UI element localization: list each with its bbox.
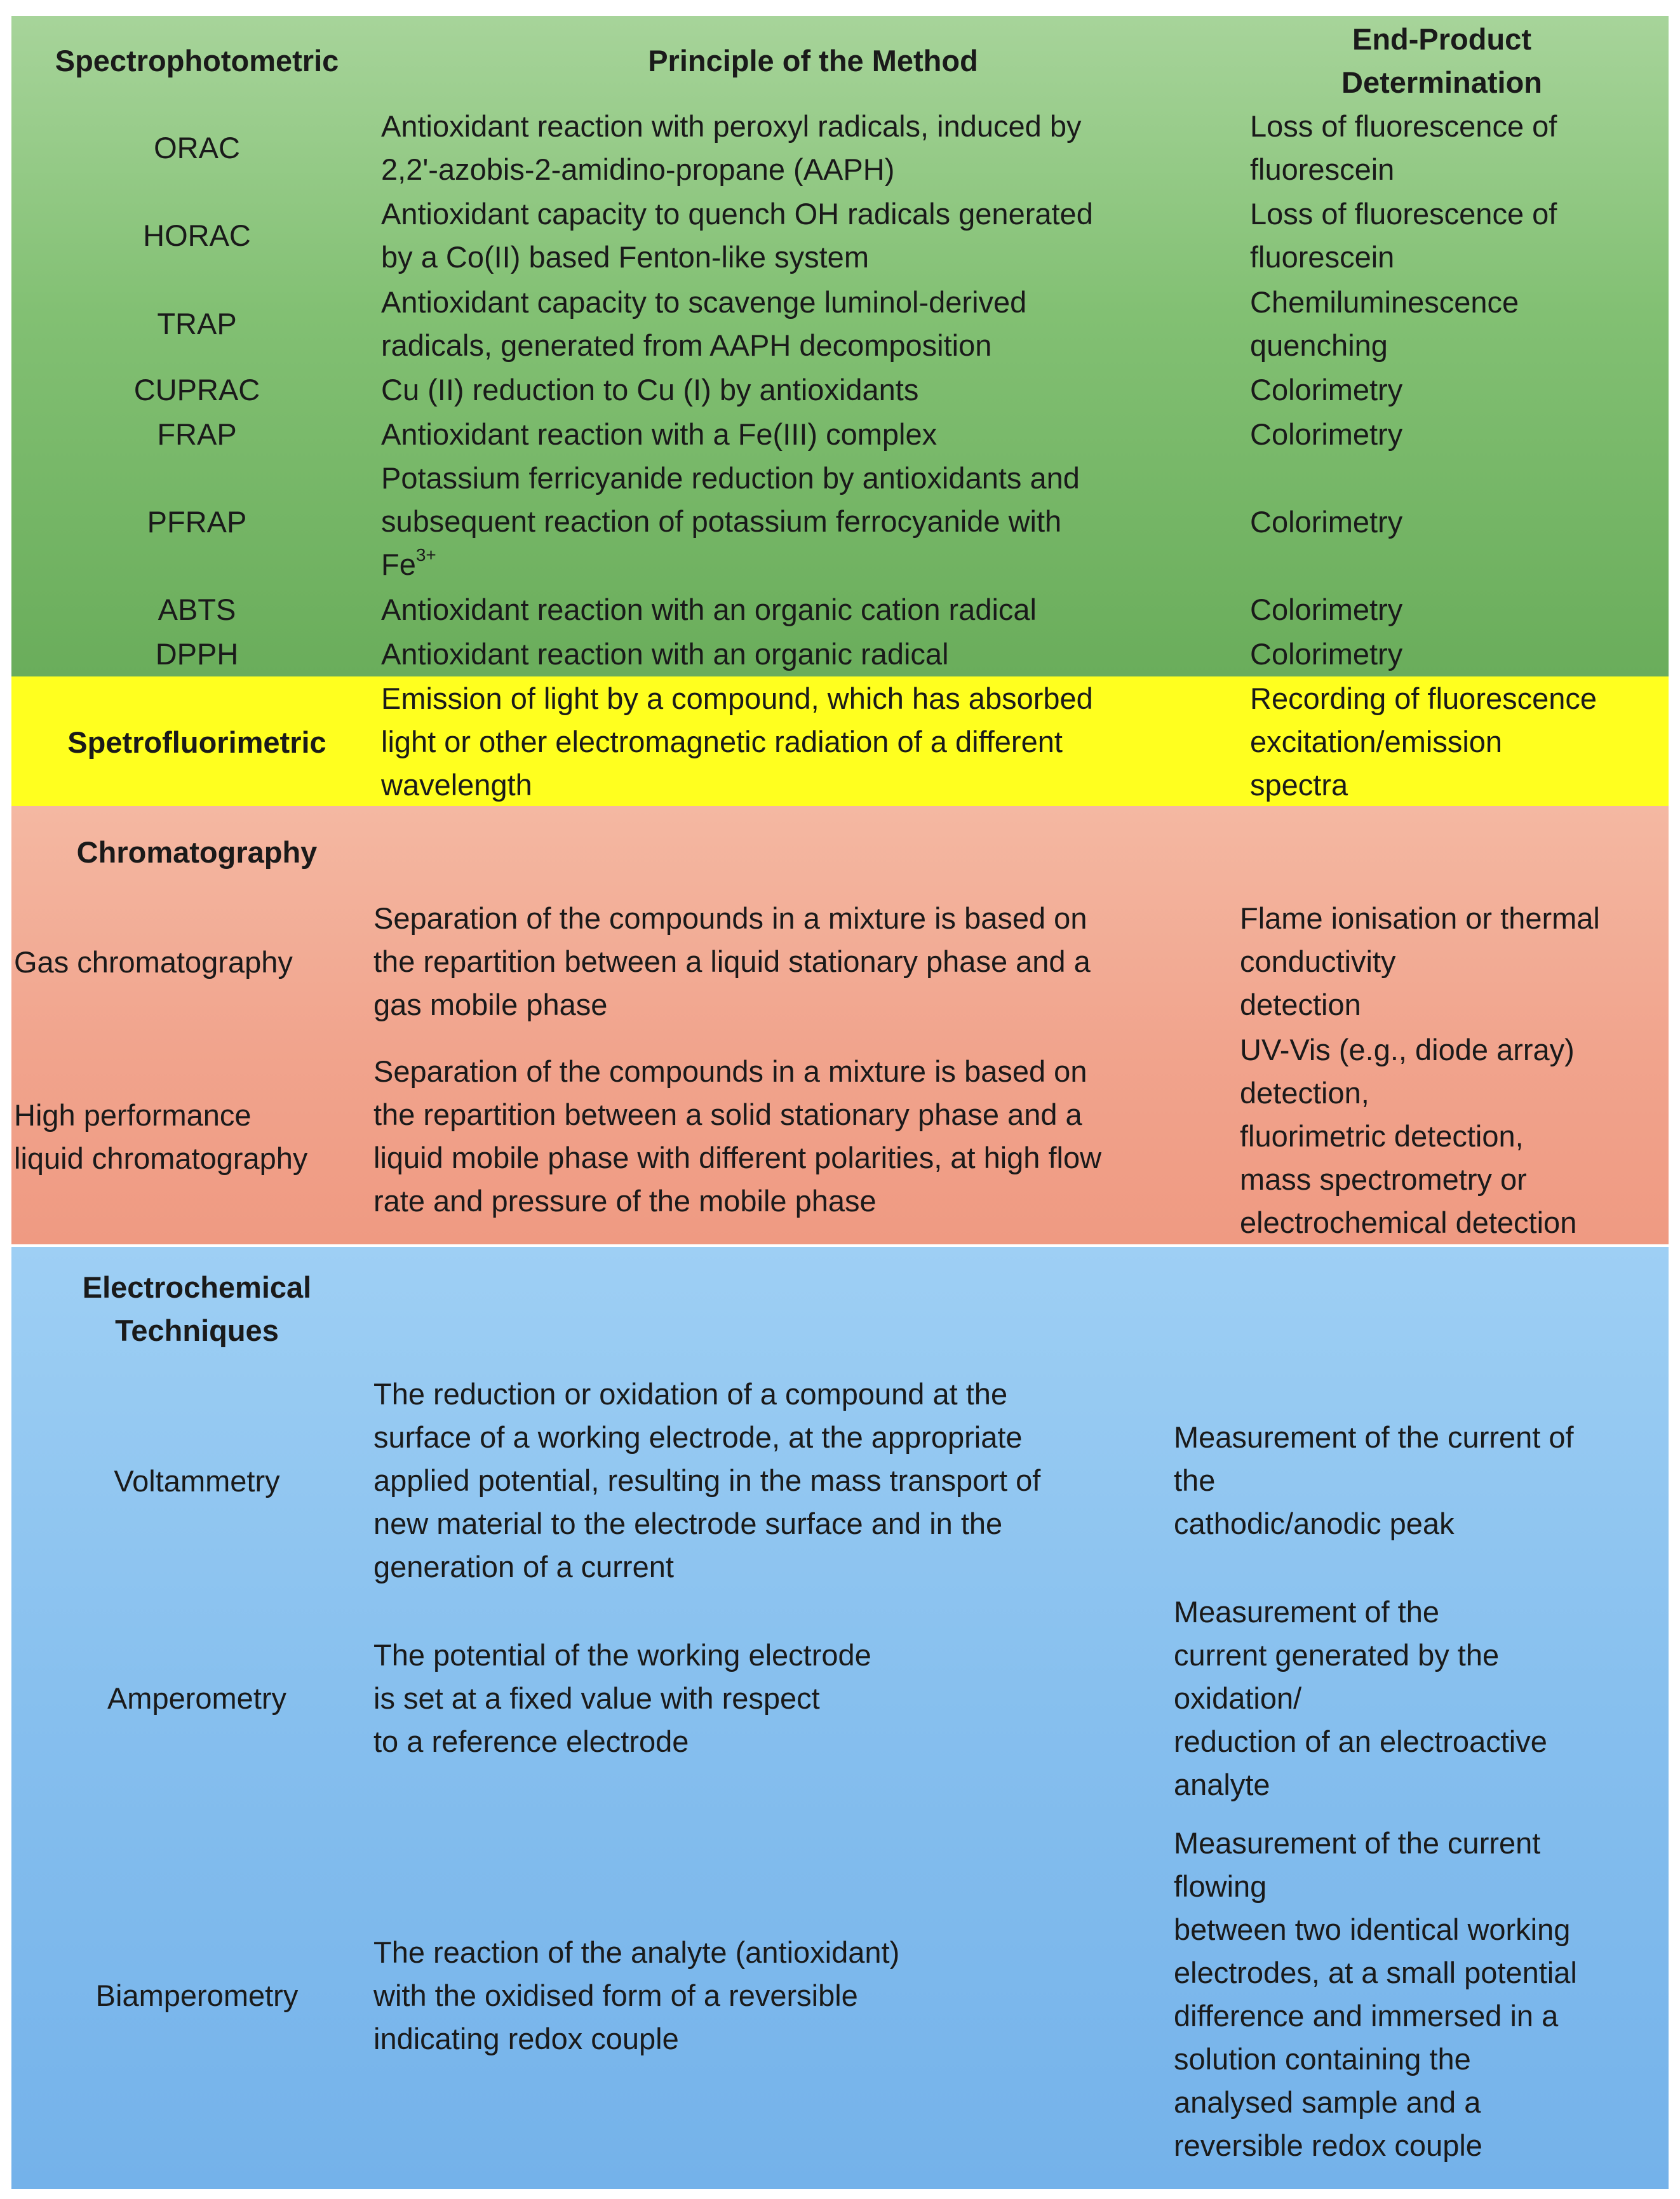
- method-endpoint: Measurement of the current of the cathodic/anodic peak: [1174, 1420, 1574, 1540]
- method-principle: Separation of the compounds in a mixture is based on the repartition between a solid stationary phase and a liquid mobile phase with different polarities, at high flow rate and pressure of the mobile phase: [373, 1054, 1102, 1218]
- section-label: Spetrofluorimetric: [67, 725, 326, 759]
- method-endpoint: Chemiluminescence quenching: [1250, 285, 1519, 362]
- section-label: Chromatography: [76, 835, 318, 869]
- method-endpoint: Measurement of the current generated by the oxidation/ reduction of an electroactive analyte: [1174, 1595, 1547, 1801]
- method-principle: Antioxidant reaction with an organic radical: [381, 637, 949, 671]
- method-principle: Antioxidant capacity to quench OH radicals generated by a Co(II) based Fenton-like system: [381, 197, 1093, 274]
- method-endpoint: UV-Vis (e.g., diode array) detection, fluorimetric detection, mass spectrometry or electrochemical detection: [1240, 1033, 1577, 1239]
- method-endpoint: Colorimetry: [1250, 417, 1403, 451]
- method-name: ABTS: [158, 593, 236, 626]
- header-end-product: End-Product Determination: [1341, 22, 1542, 99]
- method-principle: The reduction or oxidation of a compound at the surface of a working electrode, at the appropriate applied potential, resulting in the mass transport of new material to the electrode surface and in the generation of a current: [373, 1377, 1041, 1584]
- method-name: High performance liquid chromatography: [14, 1098, 308, 1175]
- method-principle: The potential of the working electrode is set at a fixed value with respect to a reference electrode: [373, 1638, 871, 1758]
- method-principle: Antioxidant reaction with an organic cation radical: [381, 593, 1037, 626]
- method-endpoint: Colorimetry: [1250, 373, 1403, 407]
- method-endpoint: Recording of fluorescence excitation/emission spectra: [1250, 682, 1597, 802]
- method-principle: Cu (II) reduction to Cu (I) by antioxidants: [381, 373, 919, 407]
- method-name: HORAC: [143, 219, 251, 252]
- method-name: Gas chromatography: [14, 945, 293, 979]
- method-principle: [381, 457, 1080, 586]
- method-principle: Antioxidant capacity to scavenge luminol-derived radicals, generated from AAPH decomposition: [381, 285, 1027, 362]
- method-principle: Antioxidant reaction with a Fe(III) complex: [381, 417, 937, 451]
- method-name: CUPRAC: [133, 373, 260, 407]
- method-endpoint: Colorimetry: [1250, 505, 1403, 539]
- method-endpoint: Flame ionisation or thermal conductivity detection: [1240, 901, 1600, 1021]
- method-endpoint: Loss of fluorescence of fluorescein: [1250, 197, 1557, 274]
- method-principle: Separation of the compounds in a mixture is based on the repartition between a liquid stationary phase and a gas mobile phase: [373, 901, 1091, 1021]
- method-endpoint: Colorimetry: [1250, 637, 1403, 671]
- method-principle: Emission of light by a compound, which has absorbed light or other electromagnetic radiation of a different wavelength: [381, 682, 1093, 802]
- method-name: TRAP: [157, 307, 237, 340]
- method-principle: Antioxidant reaction with peroxyl radicals, induced by 2,2'-azobis-2-amidino-propane (AAPH): [381, 109, 1082, 186]
- principle-text: Potassium ferricyanide reduction by antioxidants and subsequent reaction of potassium ferrocyanide with Fe: [381, 461, 1080, 581]
- method-name: Voltammetry: [114, 1464, 280, 1498]
- header-principle: Principle of the Method: [648, 44, 978, 77]
- method-endpoint: Loss of fluorescence of fluorescein: [1250, 109, 1557, 186]
- method-name: ORAC: [154, 131, 240, 165]
- method-endpoint: Measurement of the current flowing between two identical working electrodes, at a small potential difference and immersed in a solution containing the analysed sample and a reversible redox couple: [1174, 1826, 1577, 2162]
- section-label: Electrochemical Techniques: [82, 1270, 312, 1347]
- superscript: 3+: [415, 545, 436, 565]
- header-method-category: Spectrophotometric: [55, 44, 339, 77]
- method-name: PFRAP: [147, 505, 247, 539]
- method-name: DPPH: [155, 637, 239, 671]
- method-principle: The reaction of the analyte (antioxidant) with the oxidised form of a reversible indicating redox couple: [373, 1935, 900, 2055]
- method-name: Amperometry: [107, 1681, 287, 1715]
- method-endpoint: Colorimetry: [1250, 593, 1403, 626]
- method-name: FRAP: [157, 417, 237, 451]
- method-name: Biamperometry: [95, 1979, 299, 2012]
